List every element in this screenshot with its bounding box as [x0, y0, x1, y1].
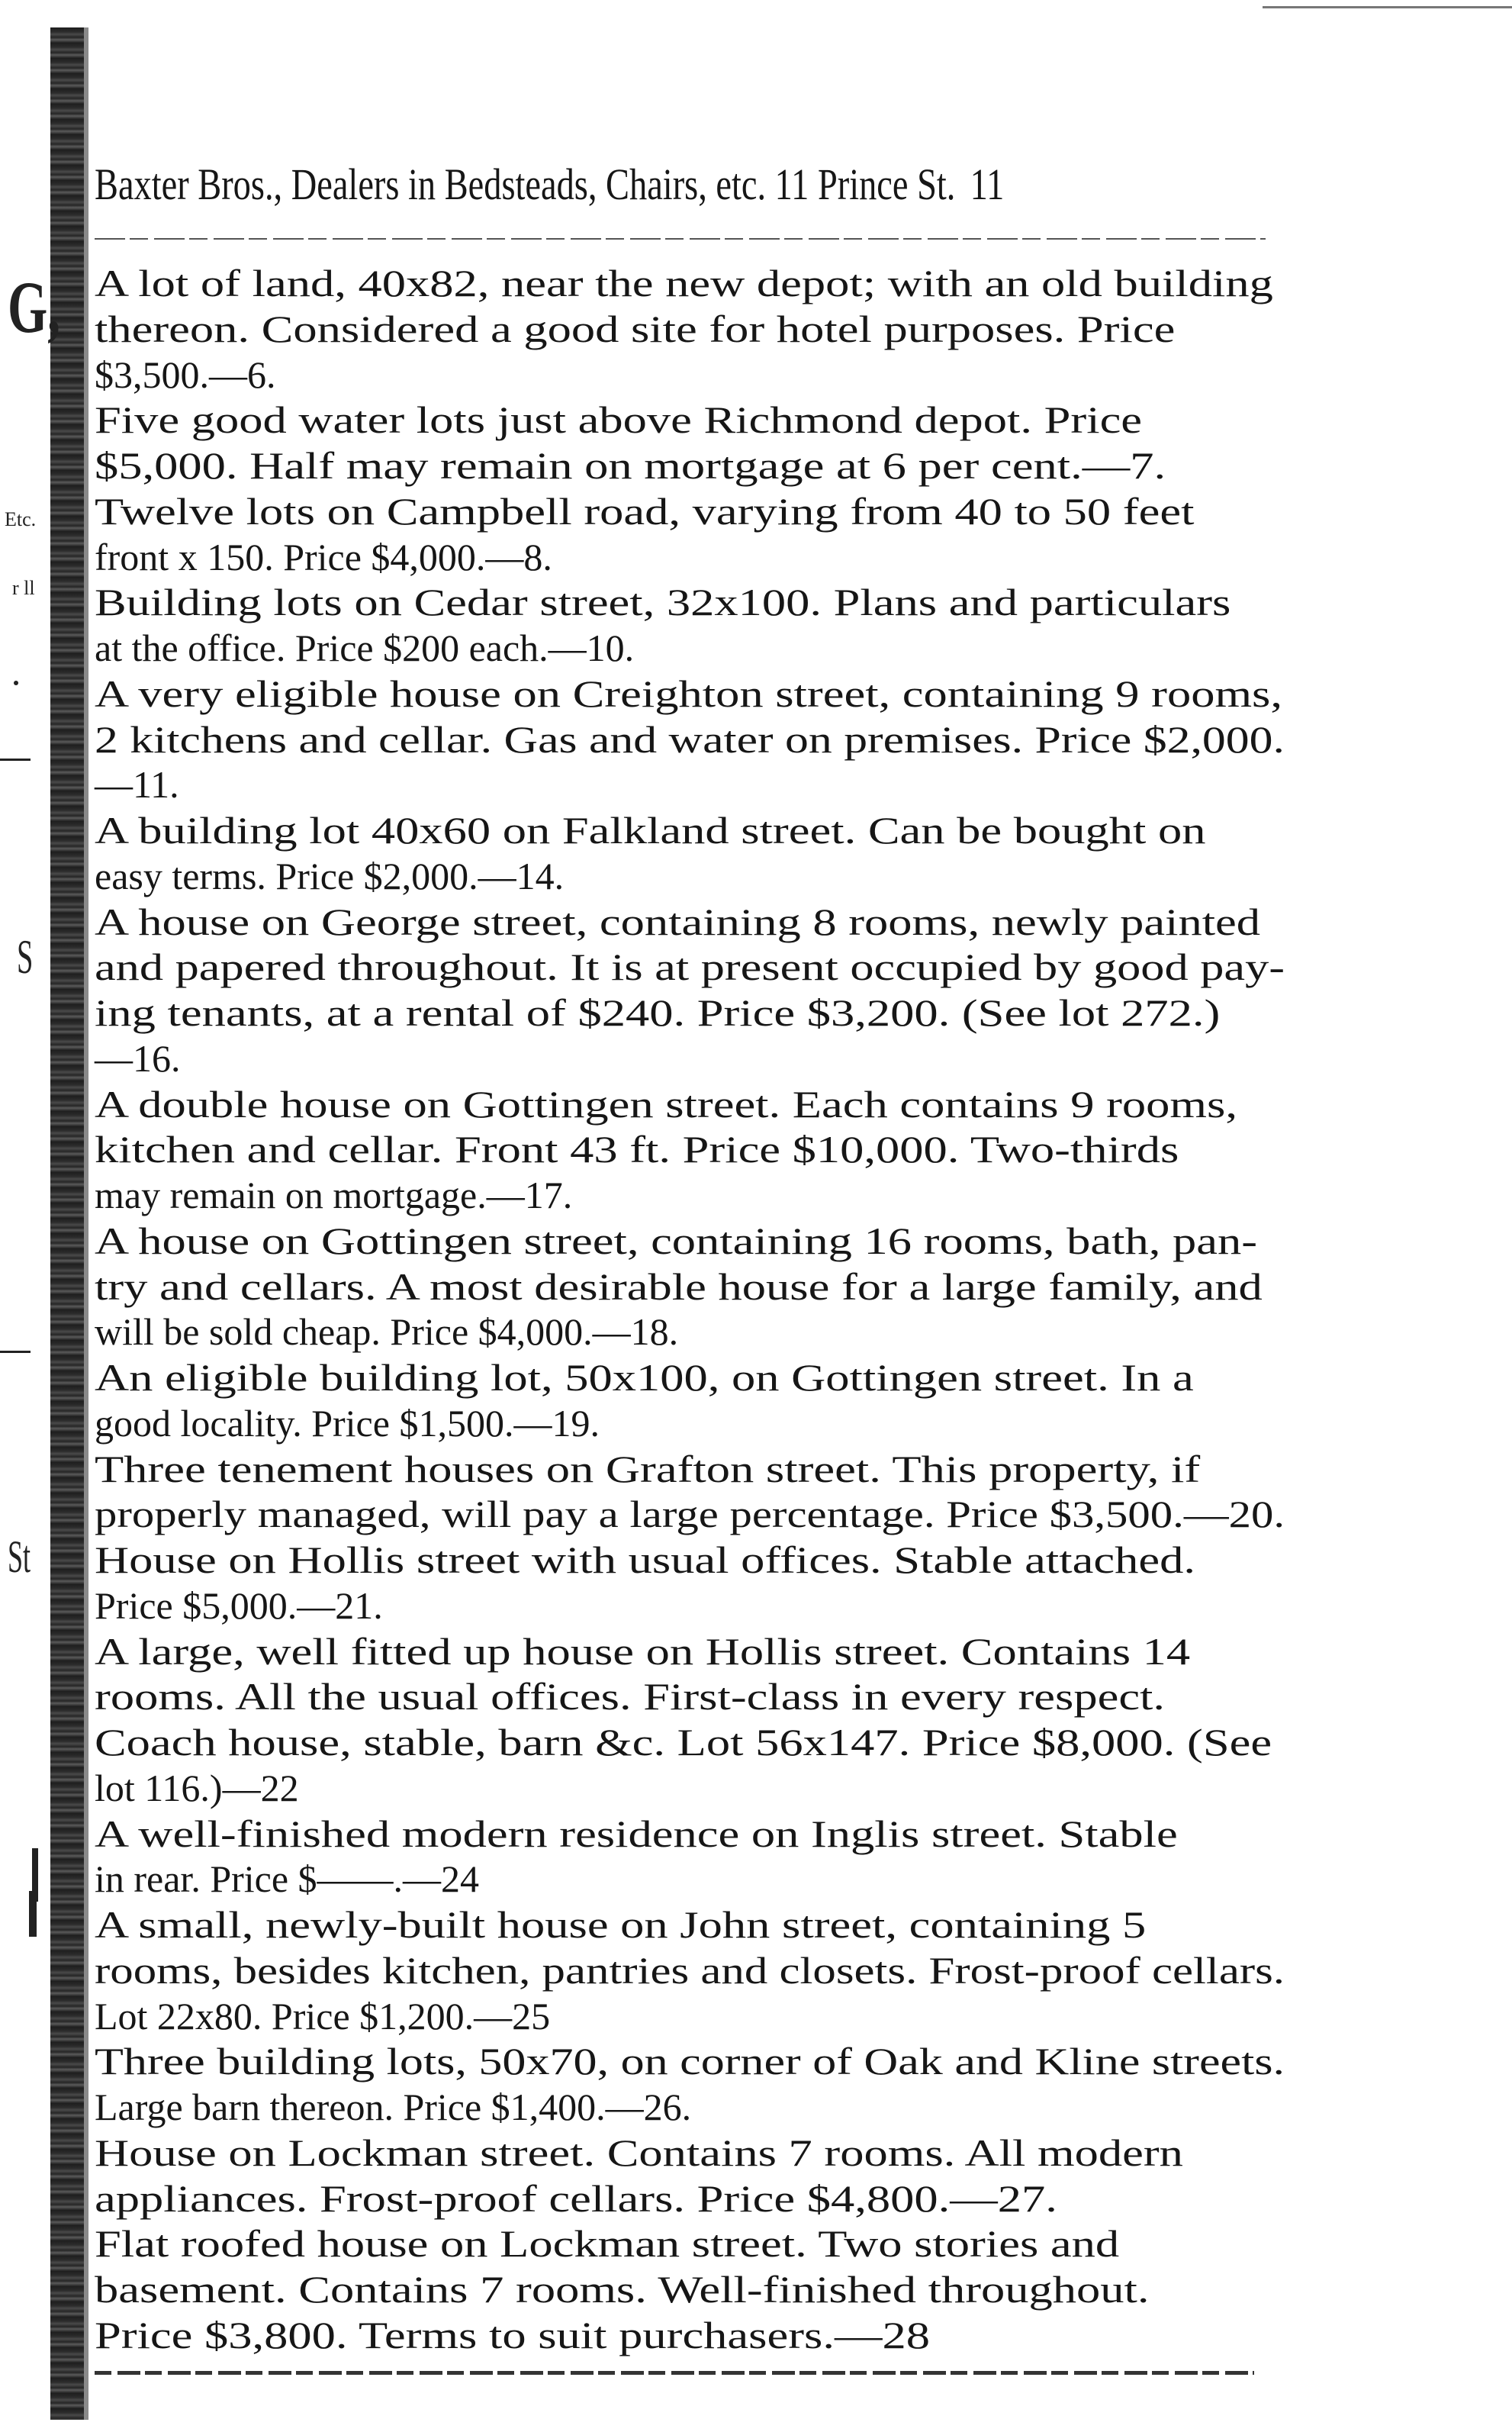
margin-mark-etc: Etc. [5, 508, 37, 530]
listing-line: try and cellars. A most desirable house for a large family, and [95, 1264, 1263, 1308]
listing-line: and papered throughout. It is at present occupied by good pay- [95, 945, 1285, 989]
listing-line: Three building lots, 50x70, on corner of Oak and Kline streets. [95, 2040, 1285, 2083]
listing-line: —11. [95, 763, 179, 807]
header-rule [95, 238, 1266, 240]
listing-line: —16. [95, 1036, 181, 1080]
listing-line: properly managed, will pay a large percentage. Price $3,500.—20. [95, 1493, 1285, 1536]
listing-line: A very eligible house on Creighton street, containing 9 rooms, [95, 672, 1283, 715]
listing-line: Large barn thereon. Price $1,400.—26. [95, 2086, 692, 2128]
listing-line: front x 150. Price $4,000.—8. [95, 535, 552, 578]
listing-line: easy terms. Price $2,000.—14. [95, 854, 565, 897]
margin-dash [0, 759, 31, 761]
listing-line: in rear. Price $——.—24 [95, 1857, 480, 1901]
margin-dash [0, 1351, 31, 1353]
listing-line: will be sold cheap. Price $4,000.—18. [95, 1310, 679, 1354]
listing-line: lot 116.)—22 [95, 1766, 299, 1809]
listing-line: A well-finished modern residence on Inglis street. Stable [95, 1812, 1178, 1855]
listing-line: House on Hollis street with usual offices. Stable attached. [95, 1538, 1195, 1581]
margin-letter-g: G, [8, 266, 61, 348]
listing-line: Price $3,800. Terms to suit purchasers.—28 [95, 2313, 931, 2356]
listing-line: at the office. Price $200 each.—10. [95, 627, 635, 669]
listing-line: 2 kitchens and cellar. Gas and water on premises. Price $2,000. [95, 717, 1285, 761]
listing-line: A building lot 40x60 on Falkland street. Can be bought on [95, 809, 1206, 852]
listing-line: Twelve lots on Campbell road, varying from 40 to 50 feet [95, 489, 1195, 533]
listing-line: good locality. Price $1,500.—19. [95, 1401, 600, 1445]
listing-line: kitchen and cellar. Front 43 ft. Price $10,000. Two-thirds [95, 1128, 1179, 1171]
margin-mark-rll: r ll [12, 577, 35, 599]
listing-line: ing tenants, at a rental of $240. Price $3,200. (See lot 272.) [95, 991, 1221, 1034]
listing-line: A small, newly-built house on John street, containing 5 [95, 1903, 1147, 1946]
bottom-rule [95, 2371, 1254, 2375]
property-listings [95, 261, 1285, 2359]
margin-letter-s: S [17, 929, 34, 984]
listing-line: An eligible building lot, 50x100, on Gottingen street. In a [95, 1356, 1194, 1399]
page-binding-gutter [50, 27, 88, 2420]
listing-line: rooms. All the usual offices. First-class in every respect. [95, 1675, 1166, 1719]
top-edge-rule [1263, 6, 1512, 8]
listing-line: A house on Gottingen street, containing 16 rooms, bath, pan- [95, 1219, 1258, 1262]
listing-line: basement. Contains 7 rooms. Well-finished throughout. [95, 2268, 1150, 2311]
listing-line: $3,500.—6. [95, 353, 276, 396]
listing-line: Lot 22x80. Price $1,200.—25 [95, 1994, 551, 2037]
listing-line: House on Lockman street. Contains 7 rooms. All modern [95, 2131, 1183, 2174]
listing-line: Building lots on Cedar street, 32x100. Plans and particulars [95, 581, 1231, 624]
listing-line: appliances. Frost-proof cellars. Price $4,800.—27. [95, 2176, 1057, 2220]
listing-line: $5,000. Half may remain on mortgage at 6 per cent.—7. [95, 444, 1166, 487]
listing-line: Price $5,000.—21. [95, 1583, 383, 1627]
listing-line: A large, well fitted up house on Hollis street. Contains 14 [95, 1629, 1191, 1673]
listing-line: A double house on Gottingen street. Each contains 9 rooms, [95, 1082, 1237, 1126]
listing-line: Flat roofed house on Lockman street. Two stories and [95, 2222, 1120, 2266]
listing-line: Five good water lots just above Richmond depot. Price [95, 398, 1143, 442]
margin-dot [14, 681, 18, 685]
page-header [95, 159, 1047, 209]
margin-brace [29, 1891, 37, 1937]
margin-letters-st: St [8, 1532, 31, 1582]
listing-line: may remain on mortgage.—17. [95, 1174, 573, 1216]
listing-line: rooms, besides kitchen, pantries and closets. Frost-proof cellars. [95, 1948, 1285, 1992]
header-title: Baxter Bros., Dealers in Bedsteads, Chairs, etc. 11 Prince St. [95, 159, 956, 209]
page-number: 11 [970, 159, 1005, 209]
listing-line: A lot of land, 40x82, near the new depot; with an old building [95, 262, 1273, 304]
listing-line: A house on George street, containing 8 rooms, newly painted [95, 900, 1261, 943]
listing-line: thereon. Considered a good site for hotel purposes. Price [95, 307, 1176, 350]
listing-line: Coach house, stable, barn &c. Lot 56x147. Price $8,000. (See [95, 1721, 1272, 1764]
listing-line: Three tenement houses on Grafton street. This property, if [95, 1447, 1201, 1490]
